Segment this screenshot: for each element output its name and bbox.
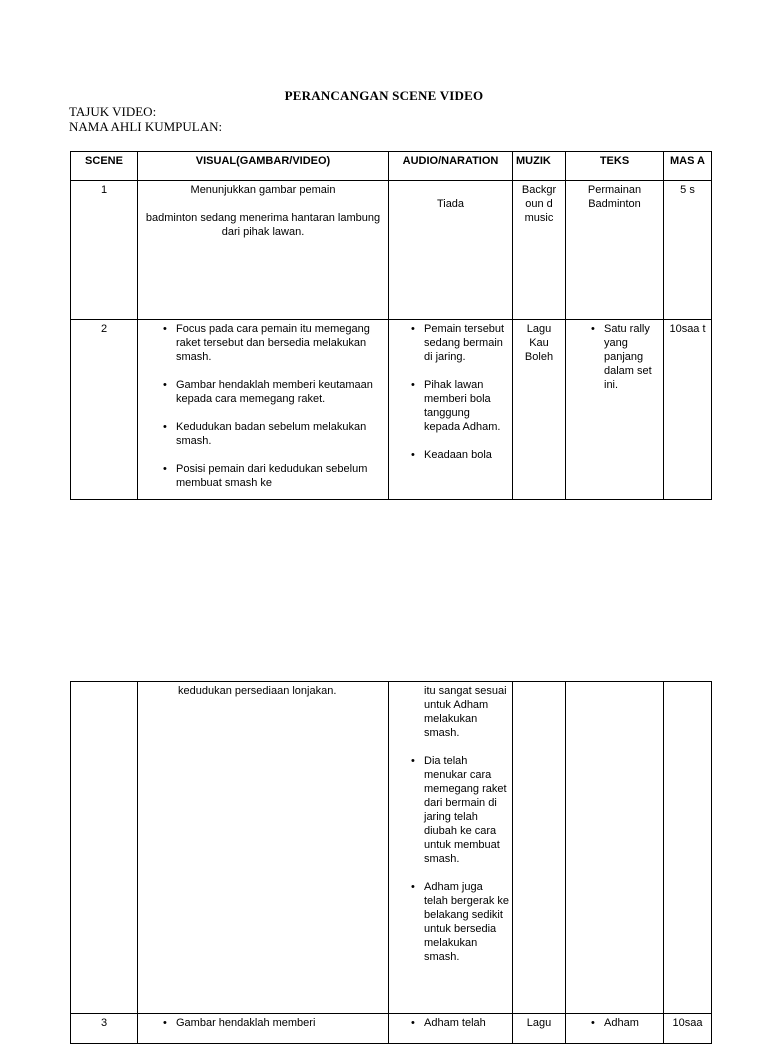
audio-bullet: • Pihak lawan memberi bola tanggung kepada Adham. [407,378,509,434]
visual-bullet: • Gambar hendaklah memberi [159,1016,385,1030]
scene-number: 3 [71,1014,138,1044]
audio-cell [389,181,513,320]
teks-cell-empty [566,682,664,1014]
visual-bullet: • Kedudukan badan sebelum melakukan smash. [159,420,385,448]
audio-text: Tiada [436,198,465,210]
visual-text: kedudukan persediaan lonjakan. [178,685,337,697]
masa-cell: 5 s [664,181,712,320]
audio-cell [389,1014,513,1044]
header-muzik: MUZIK [513,152,566,181]
table-row [71,1014,712,1044]
video-title-label: TAJUK VIDEO: [69,104,157,119]
muzik-cell: Lagu Kau Boleh [513,320,566,500]
header-visual: VISUAL(GAMBAR/VIDEO) [138,152,389,181]
visual-text: Menunjukkan gambar pemain [190,184,336,196]
audio-cell [389,320,513,500]
table-header-row [71,152,712,181]
muzik-cell: Backgr oun d music [513,181,566,320]
visual-cell [138,682,389,1014]
visual-cell [138,1014,389,1044]
teks-cell [566,1014,664,1044]
audio-bullet: • Adham telah [407,1016,509,1030]
visual-bullet: • Posisi pemain dari kedudukan sebelum membuat smash ke [159,462,385,490]
masa-cell: 10saa t [664,320,712,500]
scene-number-empty [71,682,138,1014]
table-row [71,320,712,500]
scene-number: 1 [71,181,138,320]
table-row [71,682,712,1014]
muzik-cell: Lagu [513,1014,566,1044]
visual-cell [138,181,389,320]
document-title: PERANCANGAN SCENE VIDEO [284,88,484,103]
muzik-cell-empty [513,682,566,1014]
table-row [71,181,712,320]
scene-table-continued [70,681,712,1044]
audio-bullet: • Adham juga telah bergerak ke belakang sedikit untuk bersedia melakukan smash. [407,880,509,964]
scene-number: 2 [71,320,138,500]
header-audio: AUDIO/NARATION [389,152,513,181]
visual-cell [138,320,389,500]
teks-cell: Permainan Badminton [566,181,664,320]
group-members-label: NAMA AHLI KUMPULAN: [69,119,223,134]
scene-table [70,151,712,500]
audio-bullet: • Keadaan bola [407,448,509,462]
teks-bullet: • Satu rally yang panjang dalam set ini. [587,322,660,392]
audio-bullet: • Dia telah menukar cara memegang raket dari bermain di jaring telah diubah ke cara untuk membuat smash. [407,754,509,866]
header-teks: TEKS [566,152,664,181]
audio-cell [389,682,513,1014]
audio-text: itu sangat sesuai untuk Adham melakukan smash. [424,685,507,739]
header-scene: SCENE [71,152,138,181]
audio-bullet: • Pemain tersebut sedang bermain di jaring. [407,322,509,364]
teks-bullet: • Adham [587,1016,660,1030]
masa-cell-empty [664,682,712,1014]
masa-cell: 10saa [664,1014,712,1044]
visual-bullet: • Gambar hendaklah memberi keutamaan kepada cara memegang raket. [159,378,385,406]
header-masa: MAS A [664,152,712,181]
teks-cell [566,320,664,500]
visual-bullet: • Focus pada cara pemain itu memegang raket tersebut dan bersedia melakukan smash. [159,322,385,364]
visual-text: badminton sedang menerima hantaran lambung dari pihak lawan. [145,212,381,238]
